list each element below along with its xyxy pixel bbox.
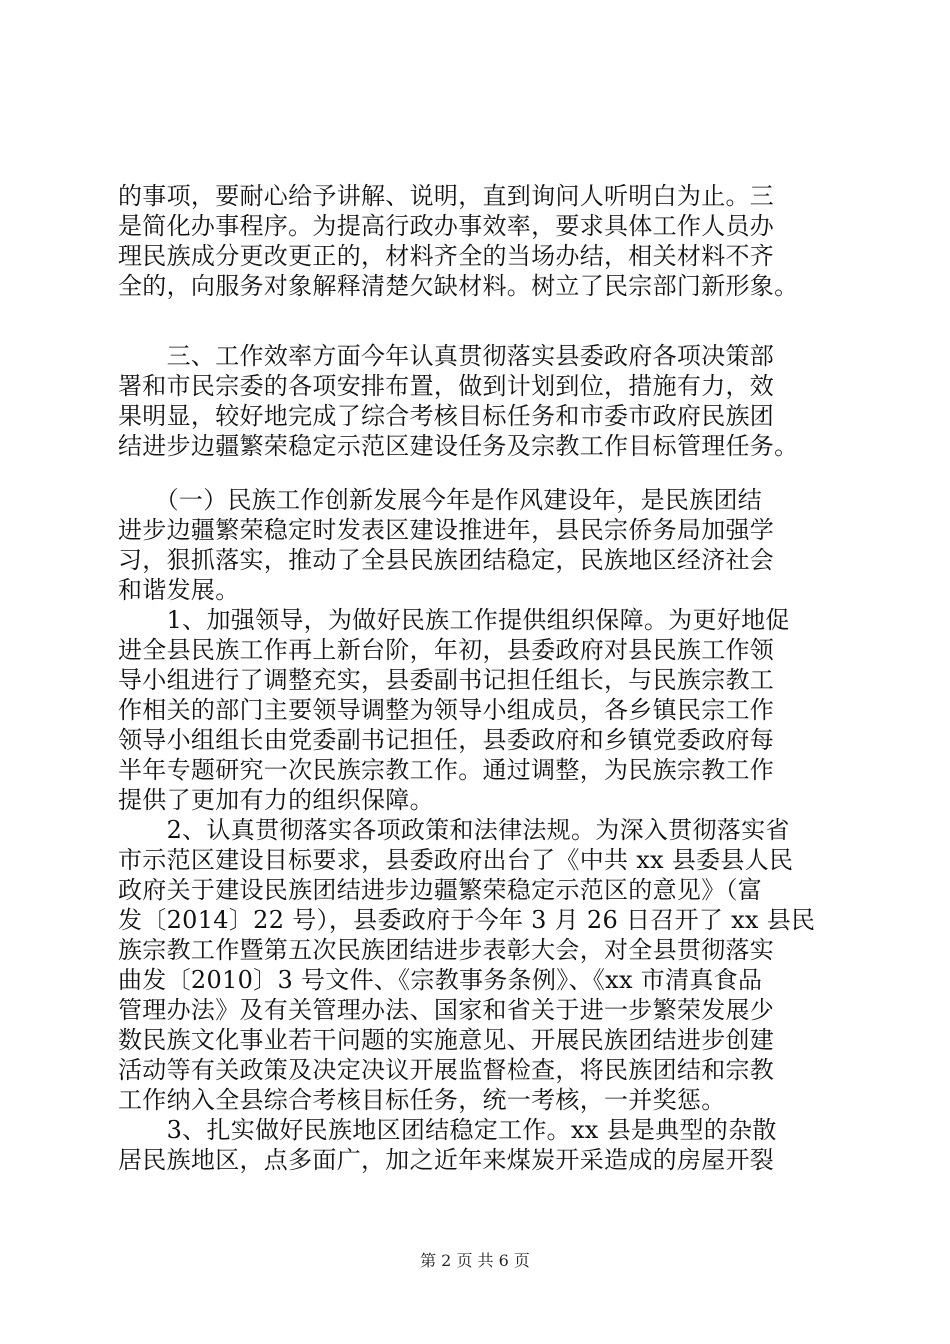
text-line: 政府关于建设民族团结进步边疆繁荣稳定示范区的意见》（富: [118, 876, 763, 904]
text-line: 果明显，较好地完成了综合考核目标任务和市委市政府民族团: [118, 402, 775, 430]
text-line: 结进步边疆繁荣稳定示范区建设任务及宗教工作目标管理任务。: [118, 432, 799, 460]
page-number-footer: 第 2 页 共 6 页: [420, 1251, 530, 1270]
text-line: 1、加强领导，为做好民族工作提供组织保障。为更好地促: [118, 606, 790, 634]
text-line: 活动等有关政策及决定决议开展监督检查，将民族团结和宗教: [118, 1056, 775, 1084]
text-line: 的事项，要耐心给予讲解、说明，直到询问人听明白为止。三: [118, 182, 775, 210]
text-line: 族宗教工作暨第五次民族团结进步表彰大会，对全县贯彻落实: [118, 936, 775, 964]
text-line: 数民族文化事业若干问题的实施意见、开展民族团结进步创建: [118, 1026, 775, 1054]
text-line: 发〔2014〕22 号），县委政府于今年 3 月 26 日召开了 xx 县民: [118, 906, 816, 934]
text-line: 作相关的部门主要领导调整为领导小组成员，各乡镇民宗工作: [118, 696, 775, 724]
text-line: 曲发〔2010〕3 号文件、《宗教事务条例》、《xx 市清真食品: [118, 966, 763, 994]
text-line: 提供了更加有力的组织保障。: [118, 786, 434, 814]
paragraph-block-2: [118, 341, 840, 461]
text-line: 工作纳入全县综合考核目标任务，统一考核，一并奖惩。: [118, 1086, 726, 1114]
text-line: 市示范区建设目标要求，县委政府出台了《中共 xx 县委县人民: [118, 846, 794, 874]
text-line: 习，狠抓落实，推动了全县民族团结稳定，民族地区经济社会: [118, 546, 775, 574]
text-line: 三、工作效率方面今年认真贯彻落实县委政府各项决策部: [118, 342, 775, 370]
text-line: 进全县民族工作再上新台阶，年初，县委政府对县民族工作领: [118, 636, 775, 664]
paragraph-block-1: [118, 181, 840, 301]
text-line: 署和市民宗委的各项安排布置，做到计划到位，措施有力，效: [118, 372, 775, 400]
text-line: （一）民族工作创新发展今年是作风建设年，是民族团结: [118, 486, 763, 514]
text-line: 管理办法》及有关管理办法、国家和省关于进一步繁荣发展少: [118, 996, 775, 1024]
text-line: 领导小组组长由党委副书记担任，县委政府和乡镇党委政府每: [118, 726, 775, 754]
text-line: 全的，向服务对象解释清楚欠缺材料。树立了民宗部门新形象。: [118, 272, 799, 300]
text-line: 3、扎实做好民族地区团结稳定工作。xx 县是典型的杂散: [118, 1116, 777, 1144]
text-line: 2、认真贯彻落实各项政策和法律法规。为深入贯彻落实省: [118, 816, 790, 844]
text-line: 半年专题研究一次民族宗教工作。通过调整，为民族宗教工作: [118, 756, 775, 784]
text-line: 居民族地区，点多面广，加之近年来煤炭开采造成的房屋开裂: [118, 1146, 775, 1174]
text-line: 和谐发展。: [118, 576, 240, 604]
text-line: 导小组进行了调整充实，县委副书记担任组长，与民族宗教工: [118, 666, 775, 694]
paragraph-block-3: [118, 485, 840, 1175]
text-line: 是简化办事程序。为提高行政办事效率，要求具体工作人员办: [118, 212, 775, 240]
text-line: 进步边疆繁荣稳定时发表区建设推进年，县民宗侨务局加强学: [118, 516, 775, 544]
text-line: 理民族成分更改更正的，材料齐全的当场办结，相关材料不齐: [118, 242, 775, 270]
